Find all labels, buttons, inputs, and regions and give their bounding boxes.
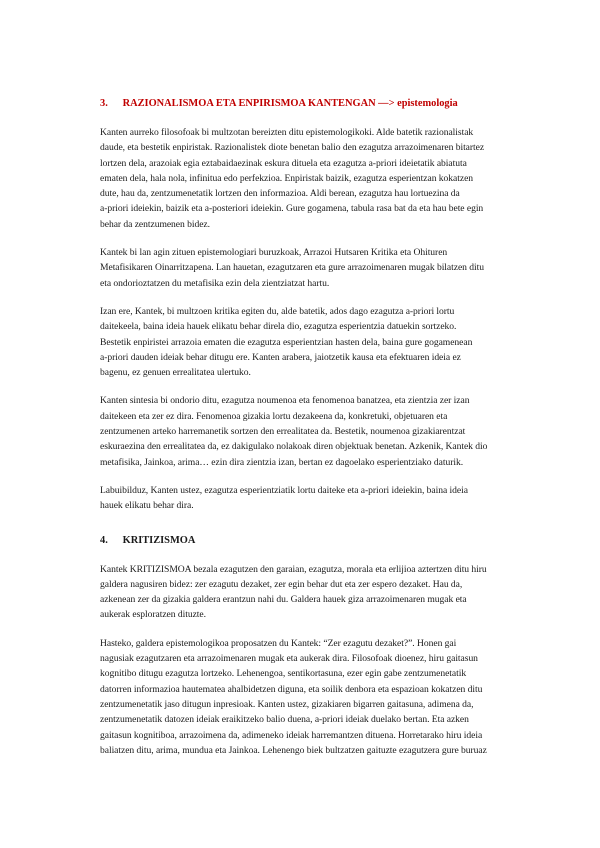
paragraph [100,636,506,758]
text-line: hauek elikatu behar dira. [100,500,194,512]
section-4-title: KRITIZISMOA [122,534,196,546]
text-line: datorren informazioa hautematea ahalbidetzen diguna, eta soilik denbora eta espazioan kokatzen ditu [100,683,483,695]
text-line: Labuibilduz, Kanten ustez, ezagutza esperientziatik lortu daiteke eta a-priori ideiekin, baina ideia [100,484,468,496]
section-4-heading [100,534,506,548]
text-line: zentzumenen arteko harremanetik sortzen den errealitatea da. Bestetik, noumenoa gizakiarentzat [100,426,466,438]
text-line: Kanten sintesia bi ondorio ditu, ezagutza noumenoa eta fenomenoa banatzea, eta zientzia zer izan [100,395,470,407]
text-line: behar da zentzumenen bidez. [100,218,210,230]
text-line: Izan ere, Kantek, bi multzoen kritika egiten du, alde batetik, ados dago ezagutza a-priori lortu [100,305,455,317]
text-line: daitekeen eta zer ez dira. Fenomenoa gizakia lortu dezakeena da, konkretuki, objetuaren eta [100,410,448,422]
text-line: azkenean zer da gizakia galdera erantzun nahi du. Galdera hauek giza arrazoimenaren mugak eta [100,594,467,606]
text-line: eta ondorioztatzen du metafisika ezin dela zientziatzat hartu. [100,277,330,289]
text-line: Kantek KRITIZISMOA bezala ezagutzen den garaian, ezagutza, morala eta erlijioa aztertzen ditu hiru [100,563,487,575]
text-line: daude, eta bestetik enpiristak. Razionalistek diote benetan balio den ezagutza arrazoimenaren bitartez [100,142,485,154]
text-line: Kanten aurreko filosofoak bi multzotan bereizten ditu epistemologikoki. Alde batetik razionalistak [100,127,474,138]
section-3-number: 3. [100,98,108,109]
text-line: Metafisikaren Oinarritzapena. Lan hauetan, ezagutzaren eta gure arrazoimenaren mugak bilatzen ditu [100,262,484,274]
text-line: gaitasun kognitiboa, arrazoimena da, adimeneko ideiak harremantzen dituena. Horretarako hiru ideia [100,729,483,741]
text-line: lortzen dela, arazoiak egia eztabaidaezinak eskura dituela eta ezagutza a-priori ideietatik abiatuta [100,157,467,169]
section-4-number: 4. [100,534,108,546]
text-line: bagenu, ez genuen errealitatea ulertuko. [100,367,251,379]
text-line: zentzumenetatik jaso ditugun inpresioak. Kanten ustez, gizakiaren bigarren gaitasuna, adimena da, [100,698,474,710]
text-line: zentzumenetatik datozen ideiak eraikitzeko balio duena, a-priori ideiak duelako bertan. Eta azken [100,714,469,726]
paragraph [100,393,506,469]
text-line: aukerak esploratzen dituzte. [100,609,206,621]
text-line: Kantek bi lan agin zituen epistemologiari buruzkoak, Arrazoi Hutsaren Kritika eta Ohituren [100,247,448,259]
paragraph [100,245,506,291]
paragraph [100,483,506,514]
text-line: Bestetik enpiristei arrazoia ematen die ezagutza esperientzian hasten dela, baina gure gogamenean [100,336,473,348]
text-line: Hasteko, galdera epistemologikoa proposatzen du Kantek: “Zer ezagutu dezaket?”. Honen gai [100,637,457,649]
text-line: metafisika, Jainkoa, arima… ezin dira zientzia izan, bertan ez dagoelako esperientziako daturik. [100,456,464,468]
paragraph [100,562,506,623]
text-line: a-priori ideiekin, baizik eta a-posteriori ideiekin. Gure gogamena, tabula rasa bat da eta hau bete egin [100,203,484,215]
text-line: daitekeela, baina ideia hauek elikatu behar direla dio, ezagutza esperientzia datuekin sortzeko. [100,321,457,333]
text-line: a-priori dauden ideiak behar ditugu ere. Kanten arabera, jaiotzetik kausa eta efektuaren ideia ez [100,351,461,363]
text-line: nagusiak ezagutzaren eta arrazoimenaren mugak eta aukerak dira. Filosofoak dioenez, hiru gaitasun [100,653,478,665]
section-3-title: RAZIONALISMOA ETA ENPIRISMOA KANTENGAN —> epistemologia [122,98,458,109]
text-line: kognitibo ditugu ezagutza lortzeko. Lehenengoa, sentikortasuna, ezer egin gabe zentzumenetatik [100,668,467,680]
section-3-heading [100,97,506,111]
text-line: eskuraezina den errealitatea da, ez dakigulako nolakoak diren objektuak benetan. Azkenik, Kantek dio [100,441,488,453]
text-line: baliatzen ditu, arima, mundua eta Jainkoa. Lehenengo biek bultzatzen gaituzte ezagutzera gure buruaz [100,744,487,756]
paragraph [100,304,506,380]
paragraph [100,125,506,232]
text-line: ematen dela, hala nola, infinitua edo perfekzioa. Enpiristak baizik, ezagutza esperientzan kokatzen [100,172,474,184]
text-line: galdera nagusiren bidez: zer ezagutu dezaket, zer egin behar dut eta zer espero dezaket. Hau da, [100,578,463,590]
text-line: dute, hau da, zentzumenetatik lortzen den informazioa. Aldi berean, ezagutza hau lortuezina da [100,188,460,200]
